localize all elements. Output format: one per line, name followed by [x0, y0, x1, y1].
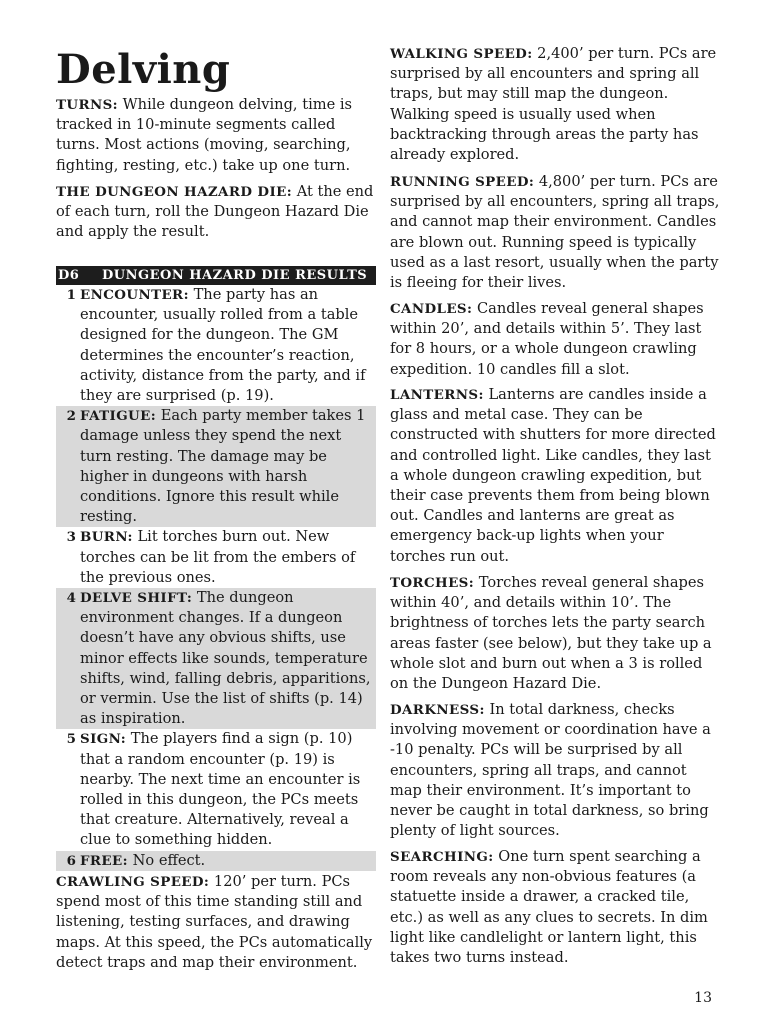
candles-text: Candles reveal general shapes within 20’, and details within 5’. They last for 8 hours, or a whole dungeon crawling expedition. 10 candles fill a slot.: [390, 300, 704, 378]
row-body: The players find a sign (p. 10) that a random encounter (p. 19) is nearby. The next time an encounter is rolled in this dungeon, the PCs meets that creature. Alternatively, reveal a clue to something hidden.: [80, 730, 361, 849]
row-text: [76, 729, 376, 850]
table-row-5: [56, 729, 376, 850]
row-body: No effect.: [128, 851, 206, 869]
row-label: BURN:: [80, 529, 133, 546]
table-row-4: [56, 588, 376, 729]
crawling-speed-label: CRAWLING SPEED:: [56, 874, 210, 890]
darkness-label: DARKNESS:: [390, 702, 485, 718]
turns-label: TURNS:: [56, 97, 119, 113]
row-number: 1: [66, 287, 76, 303]
row-text: [76, 851, 376, 871]
row-text: [76, 588, 376, 729]
hazard-die-paragraph: [56, 182, 378, 243]
table-header-results: DUNGEON HAZARD DIE RESULTS: [102, 268, 368, 283]
torches-text: Torches reveal general shapes within 40’, and details within 10’. The brightness of torches lets the party search areas faster (see below), but they take up a whole slot and burn out when a 3 is rolled on the Dungeon Hazard Die.: [390, 574, 712, 693]
row-body: Lit torches burn out. New torches can be lit from the embers of the previous ones.: [80, 528, 356, 586]
searching-label: SEARCHING:: [390, 849, 494, 865]
row-text: [76, 527, 376, 588]
page-title: Delving: [56, 46, 231, 93]
turns-paragraph: [56, 95, 378, 176]
table-row-1: [56, 285, 376, 406]
page-number: 13: [694, 990, 712, 1006]
row-number: 5: [66, 731, 76, 748]
candles-label: CANDLES:: [390, 301, 473, 317]
row-label: ENCOUNTER:: [80, 287, 189, 303]
walking-speed-label: WALKING SPEED:: [390, 46, 533, 62]
turns-text: While dungeon delving, time is tracked in 10-minute segments called turns. Most actions (moving, searching, fighting, resting, etc.) take up one turn.: [56, 96, 353, 174]
running-speed-label: RUNNING SPEED:: [390, 174, 535, 190]
row-body: The dungeon environment changes. If a dungeon doesn’t have any obvious shifts, use minor effects like sounds, temperature shifts, wind, falling debris, apparitions, or vermin. Use the list of shifts (p. 14) as inspiration.: [80, 589, 371, 728]
candles-paragraph: [390, 299, 720, 380]
row-body: The party has an encounter, usually rolled from a table designed for the dungeon. The GM determines the encounter’s reaction, activity, distance from the party, and if they are surprised (p. 19).: [80, 286, 366, 405]
row-number: 2: [66, 408, 76, 425]
row-text: [76, 285, 376, 406]
torches-label: TORCHES:: [390, 575, 475, 591]
row-label: FATIGUE:: [80, 408, 157, 425]
lanterns-paragraph: [390, 385, 720, 567]
table-row-3: [56, 527, 376, 588]
darkness-text: In total darkness, checks involving movement or coordination have a -10 penalty. PCs will be surprised by all encounters, spring all traps, and cannot map their environment. It’s important to never be caught in total darkness, so bring plenty of light sources.: [390, 701, 711, 840]
searching-paragraph: [390, 847, 720, 968]
table-row-6: [56, 851, 376, 871]
torches-paragraph: [390, 573, 720, 694]
searching-text: One turn spent searching a room reveals any non-obvious features (a statuette inside a drawer, a cracked tile, etc.) as well as any clues to secrets. In dim light like candlelight or lantern light, this takes two turns instead.: [390, 848, 708, 967]
hazard-die-text: At the end of each turn, roll the Dungeon Hazard Die and apply the result.: [56, 183, 374, 241]
table-header: [56, 266, 376, 285]
lanterns-label: LANTERNS:: [390, 387, 484, 403]
row-label: DELVE SHIFT:: [80, 590, 193, 607]
walking-speed-text: 2,400’ per turn. PCs are surprised by all encounters and spring all traps, but may still map the dungeon. Walking speed is usually used when backtracking through areas the party has already explored.: [390, 45, 717, 164]
running-speed-paragraph: [390, 172, 720, 293]
row-number: 3: [66, 529, 76, 546]
row-text: [76, 406, 376, 527]
walking-speed-paragraph: [390, 44, 720, 165]
darkness-paragraph: [390, 700, 720, 841]
row-number: 6: [66, 852, 76, 869]
running-speed-text: 4,800’ per turn. PCs are surprised by all encounters, spring all traps, and cannot map their environment. Candles are blown out. Running speed is typically used as a last resort, usually when the party is fleeing for their lives.: [390, 173, 720, 292]
table-row-2: [56, 406, 376, 527]
row-number: 4: [66, 590, 76, 607]
row-label: SIGN:: [80, 731, 127, 748]
lanterns-text: Lanterns are candles inside a glass and metal case. They can be constructed with shutters for more directed and controlled light. Like candles, they last a whole dungeon crawling expedition, but their case prevents them from being blown out. Candles and lanterns are great as emergency back-up lights when your torches run out.: [390, 386, 716, 565]
crawling-speed-paragraph: [56, 872, 378, 973]
hazard-die-table: [56, 266, 376, 871]
crawling-speed-text: 120’ per turn. PCs spend most of this time standing still and listening, testing surfaces, and drawing maps. At this speed, the PCs automatically detect traps and map their environment.: [56, 873, 373, 971]
row-label: FREE:: [80, 852, 128, 869]
table-header-d6: D6: [58, 268, 80, 283]
hazard-die-label: THE DUNGEON HAZARD DIE:: [56, 184, 293, 200]
row-body: Each party member takes 1 damage unless they spend the next turn resting. The damage may be higher in dungeons with harsh conditions. Ignore this result while resting.: [80, 407, 366, 526]
